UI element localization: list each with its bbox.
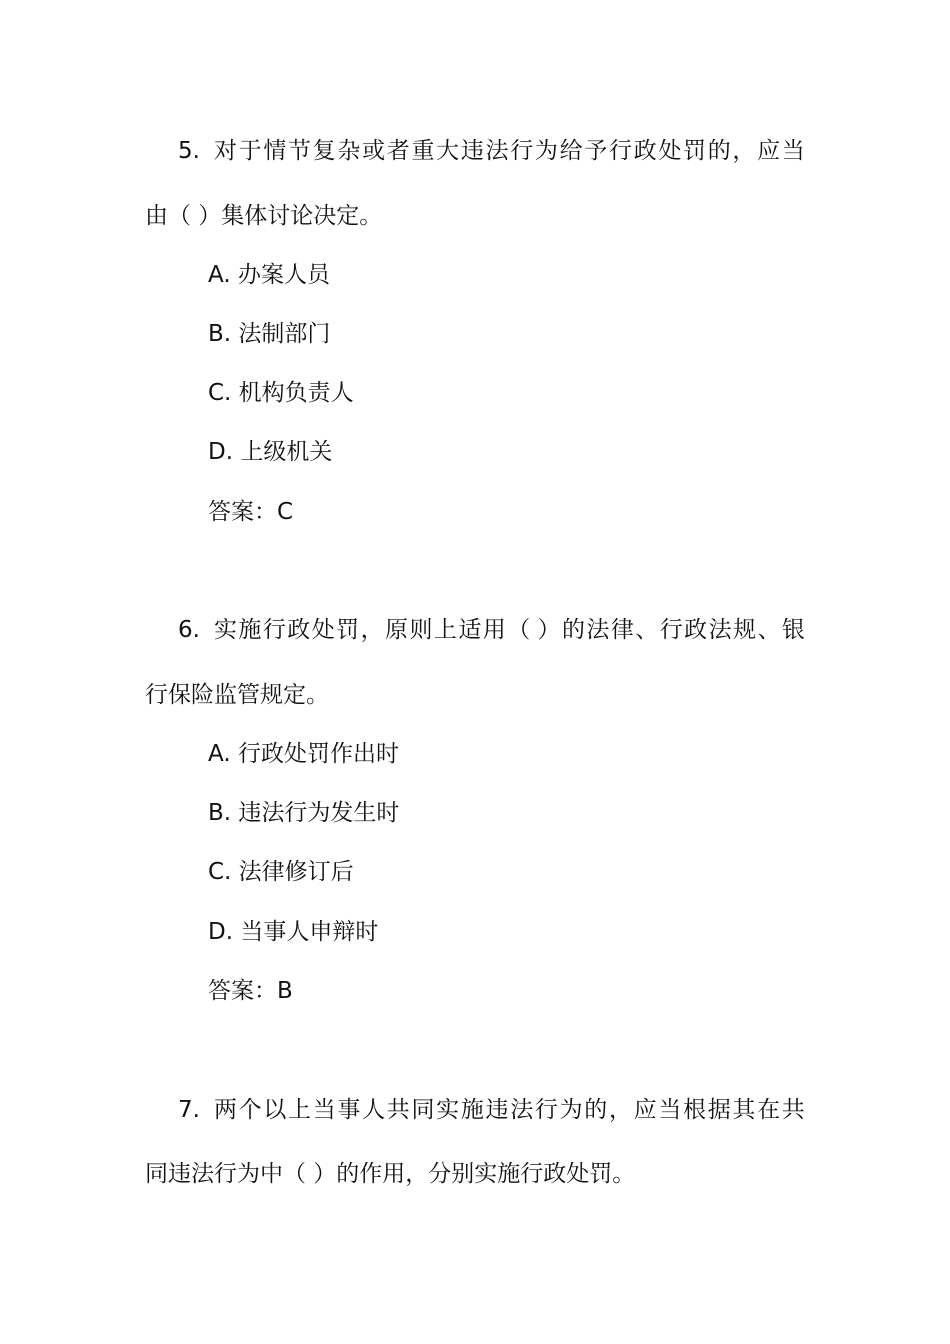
question-5-char: 给 [559, 138, 583, 164]
question-7-char: 共 [781, 1097, 805, 1123]
question-6-line-1 [178, 616, 805, 644]
question-7-char: 法 [510, 1097, 534, 1123]
question-5-line-2: 由（ ）集体讨论决定。 [145, 203, 383, 229]
question-6-char: 、 [635, 617, 659, 643]
question-6-number: 6. [178, 617, 200, 643]
question-7-char: 行 [534, 1097, 558, 1123]
question-5-char: 或 [362, 138, 386, 164]
question-5-text [214, 137, 805, 165]
question-6-char: 法 [586, 617, 610, 643]
question-5-char: ， [732, 138, 756, 164]
question-7-char: 实 [436, 1097, 460, 1123]
question-5-option-a: A. 办案人员 [208, 262, 330, 288]
question-5-char: 违 [460, 138, 484, 164]
question-7-line-2: 同违法行为中（ ）的作用，分别实施行政处罚。 [145, 1161, 636, 1187]
question-6-char: 规 [733, 617, 757, 643]
question-5-line-1 [178, 137, 805, 165]
question-6-char: 律 [610, 617, 634, 643]
question-5-char: 节 [288, 138, 312, 164]
question-6-char: （ ） [507, 617, 561, 643]
question-6-char: 处 [311, 617, 335, 643]
question-5-char: 为 [534, 138, 558, 164]
question-6-option-a: A. 行政处罚作出时 [208, 741, 399, 767]
question-6-text [214, 616, 805, 644]
question-6-answer: 答案：B [208, 978, 293, 1004]
question-7-char: 人 [362, 1097, 386, 1123]
question-6-char: 行 [659, 617, 683, 643]
question-6-option-d: D. 当事人申辩时 [208, 919, 379, 945]
question-5-char: 予 [584, 138, 608, 164]
question-5-char: 的 [707, 138, 731, 164]
question-7-line-1 [178, 1096, 805, 1124]
question-7-char: 为 [559, 1097, 583, 1123]
question-5-char: 应 [757, 138, 781, 164]
question-5-char: 罚 [683, 138, 707, 164]
question-6-char: 政 [684, 617, 708, 643]
question-7-char: 同 [411, 1097, 435, 1123]
question-5-char: 行 [510, 138, 534, 164]
question-5-char: 于 [238, 138, 262, 164]
question-7-char: 共 [386, 1097, 410, 1123]
question-6-char: 银 [781, 617, 805, 643]
question-7-char: 以 [263, 1097, 287, 1123]
question-6-char: 用 [482, 617, 506, 643]
question-7-char: 当 [312, 1097, 336, 1123]
question-6-char: 实 [213, 617, 237, 643]
question-5-char: 大 [436, 138, 460, 164]
question-5-char: 当 [781, 138, 805, 164]
question-6-option-b: B. 违法行为发生时 [208, 800, 400, 826]
question-7-char: 据 [707, 1097, 731, 1123]
question-5-char: 政 [633, 138, 657, 164]
question-7-char: 两 [213, 1097, 237, 1123]
question-6-char: 施 [238, 617, 262, 643]
question-7-char: 上 [288, 1097, 312, 1123]
question-6-option-c: C. 法律修订后 [208, 859, 354, 885]
question-5-char: 对 [213, 138, 237, 164]
question-6-char: ， [360, 617, 384, 643]
question-7-char: 事 [337, 1097, 361, 1123]
question-7-char: 的 [584, 1097, 608, 1123]
question-6-char: 政 [287, 617, 311, 643]
question-5-char: 情 [263, 138, 287, 164]
question-7-text [214, 1096, 805, 1124]
question-5-answer: 答案：C [208, 499, 294, 525]
question-5-char: 重 [411, 138, 435, 164]
question-6-char: 、 [757, 617, 781, 643]
question-5-char: 复 [312, 138, 336, 164]
question-5-char: 杂 [337, 138, 361, 164]
question-5-char: 行 [608, 138, 632, 164]
question-6-char: 则 [409, 617, 433, 643]
question-5-char: 者 [386, 138, 410, 164]
question-6-char: 上 [433, 617, 457, 643]
question-7-char: 其 [732, 1097, 756, 1123]
question-6-char: 的 [561, 617, 585, 643]
question-6-char: 法 [708, 617, 732, 643]
question-7-char: 应 [633, 1097, 657, 1123]
question-7-char: ， [608, 1097, 632, 1123]
question-5-option-b: B. 法制部门 [208, 321, 331, 347]
question-7-char: 在 [757, 1097, 781, 1123]
question-6-char: 行 [262, 617, 286, 643]
question-6-line-2: 行保险监管规定。 [145, 682, 329, 708]
question-5-option-d: D. 上级机关 [208, 439, 333, 465]
question-7-char: 个 [238, 1097, 262, 1123]
question-5-char: 法 [485, 138, 509, 164]
question-7-char: 根 [683, 1097, 707, 1123]
question-6-char: 适 [458, 617, 482, 643]
question-7-number: 7. [178, 1097, 200, 1123]
question-5-option-c: C. 机构负责人 [208, 380, 354, 406]
question-5-char: 处 [658, 138, 682, 164]
question-6-char: 罚 [336, 617, 360, 643]
question-5-number: 5. [178, 138, 200, 164]
question-7-char: 违 [485, 1097, 509, 1123]
question-7-char: 当 [658, 1097, 682, 1123]
question-7-char: 施 [460, 1097, 484, 1123]
question-6-char: 原 [385, 617, 409, 643]
